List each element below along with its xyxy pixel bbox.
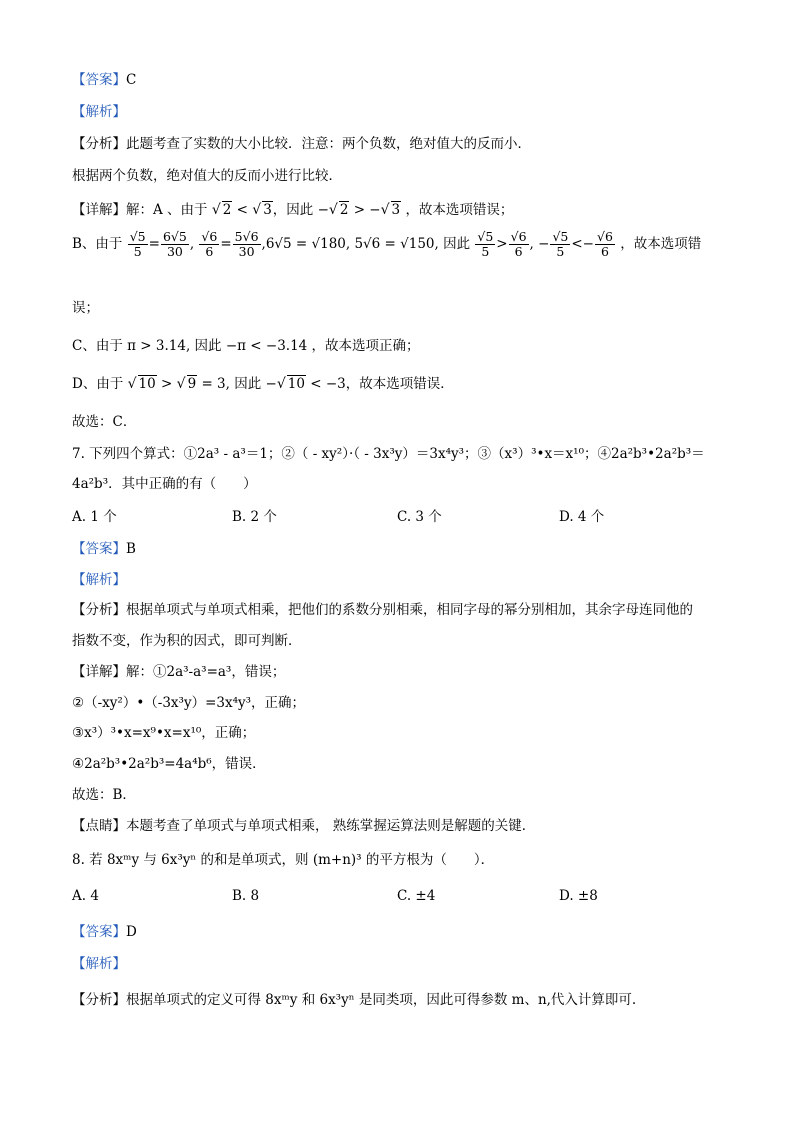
q7-option-a: A. 1 个	[72, 509, 117, 525]
answer-label: 【答案】	[72, 541, 126, 557]
answer-label: 【答案】	[72, 72, 126, 88]
fenxi-text: 此题考查了实数的大小比较．注意：两个负数，绝对值大的反而小．	[126, 136, 531, 152]
q7-options	[72, 505, 732, 523]
q7-stem-line1: 7. 下列四个算式：①2a³ - a³＝1；②（ - xy²）·（ - 3x³y）＝3x⁴y³；③（x³）³•x＝x¹⁰；④2a²b³•2a²b³＝	[72, 446, 705, 462]
answer-value: D	[126, 924, 137, 940]
math-d: √ 10 > √ 9 = 3, 因此 −√ 10 < −3	[127, 376, 346, 392]
analysis-label: 【解析】	[72, 104, 126, 120]
q8-analysis-label	[72, 952, 126, 972]
dianjing-text: 本题考查了单项式与单项式相乘， 熟练掌握运算法则是解题的关键．	[126, 818, 536, 834]
q7-dianjing-line	[72, 814, 535, 834]
detail-a-suffix: ，故本选项错误；	[405, 202, 514, 218]
q7-detail-3: ③x³）³•x=x⁹•x=x¹⁰，正确；	[72, 725, 256, 741]
detail-a-prefix: 解：A 、由于	[126, 202, 208, 218]
fenxi-text: 根据单项式的定义可得 8xᵐy 和 6x³yⁿ 是同类项，因此可得参数 m、n,代入计算即可.	[126, 992, 637, 1008]
q7-fenxi-line	[72, 598, 693, 618]
detail-label: 【详解】	[72, 664, 126, 680]
q7-stem-line2: 4a²b³．其中正确的有（ ）	[72, 476, 257, 492]
q7-detail-2: ②（-xy²）•（-3x³y）=3x⁴y³，正确；	[72, 695, 306, 711]
q8-options	[72, 888, 732, 906]
q6-answer-line	[72, 68, 136, 88]
q7-analysis-label	[72, 568, 126, 588]
fenxi-text: 根据单项式与单项式相乘，把他们的系数分别相乘，相同字母的幂分别相加，其余字母连同他的	[126, 602, 693, 618]
q8-stem: 8. 若 8xᵐy 与 6x³yⁿ 的和是单项式，则 (m+n)³ 的平方根为（ ）．	[72, 852, 495, 868]
fenxi-label: 【分析】	[72, 602, 126, 618]
detail-d-prefix: D、由于	[72, 376, 124, 392]
detail-1-text: 解：①2a³-a³=a³，错误；	[126, 664, 286, 680]
q7-detail-4: ④2a²b³•2a²b³=4a⁴b⁶，错误．	[72, 756, 266, 772]
q8-option-b: B. 8	[232, 888, 260, 904]
q6-detail-c: C、由于 π > 3.14, 因此 −π < −3.14 ，故本选项正确；	[72, 338, 420, 354]
dianjing-label: 【点睛】	[72, 818, 126, 834]
detail-d-suffix: ，故本选项错误．	[345, 376, 454, 392]
q7-option-b: B. 2 个	[232, 509, 277, 525]
q6-detail-b-cont: 误；	[72, 300, 99, 316]
math-b: $\frac{√5}{5}$ = $\frac{6√5}{30}$ , $\frac{√6}{6}$ = $\frac{5√6}{30}$ ,6√5 = √180, 5√6 = √150, 因此 $\frac{√5}{5}$ > $\frac{√6}{6}$ , − $\frac{√5}{5}$ <− $\frac{√6}{6}$	[129, 229, 613, 259]
q7-answer-line	[72, 537, 136, 557]
q8-option-d: D. ±8	[559, 888, 598, 904]
answer-value: C	[126, 72, 137, 88]
q6-fenxi-line2: 根据两个负数，绝对值大的反而小进行比较．	[72, 168, 342, 184]
fenxi-label: 【分析】	[72, 992, 126, 1008]
q6-detail-a	[72, 198, 513, 218]
q8-option-a: A. 4	[72, 888, 99, 904]
q7-fenxi-line2: 指数不变，作为积的因式，即可判断．	[72, 633, 302, 649]
q7-option-c: C. 3 个	[397, 509, 442, 525]
q6-detail-d	[72, 372, 454, 392]
answer-label: 【答案】	[72, 924, 126, 940]
analysis-label: 【解析】	[72, 572, 126, 588]
fenxi-label: 【分析】	[72, 136, 126, 152]
q8-fenxi-line	[72, 988, 636, 1008]
q8-answer-line	[72, 920, 137, 940]
q6-detail-b	[72, 230, 701, 259]
answer-value: B	[126, 541, 136, 557]
detail-label: 【详解】	[72, 202, 126, 218]
q7-option-d: D. 4 个	[559, 509, 605, 525]
q7-conclusion: 故选：B．	[72, 787, 136, 803]
q6-conclusion: 故选：C．	[72, 414, 137, 430]
q8-option-c: C. ±4	[397, 888, 436, 904]
detail-b-prefix: B、由于	[72, 235, 123, 252]
detail-b-suffix: ，故本选项错	[620, 235, 702, 252]
q6-analysis-label	[72, 100, 126, 120]
math-a: √ 2 < √ 3，因此 −√ 2 > −√ 3	[211, 202, 401, 218]
analysis-label: 【解析】	[72, 956, 126, 972]
q7-detail-1	[72, 660, 285, 680]
q6-fenxi-line	[72, 132, 531, 152]
